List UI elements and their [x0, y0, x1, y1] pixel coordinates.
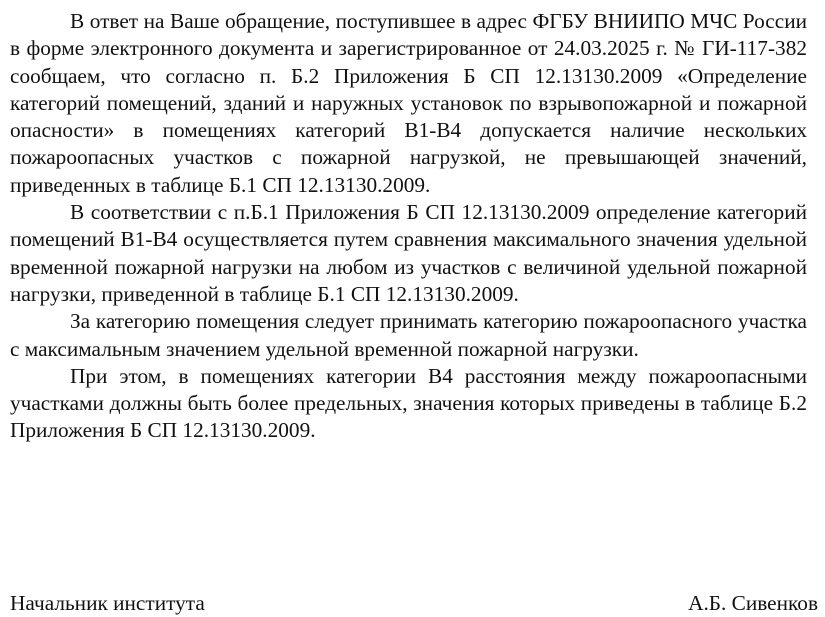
paragraph-category-rule: За категорию помещения следует принимать категорию пожароопасного участка с максимальным значением удельной временной пожарной нагрузки.	[10, 309, 807, 361]
signature-block	[10, 590, 818, 617]
paragraph-request-reply: В ответ на Ваше обращение, поступившее в адрес ФГБУ ВНИИПО МЧС России в форме электронного документа и зарегистрированное от 24.03.2025 г. № ГИ-117-382 сообщаем, что согласно п. Б.2 Приложения Б СП 12.13130.2009 «Определение категорий помещений, зданий и наружных установок по взрывопожарной и пожарной опасности» в помещениях категорий В1-В4 допускается наличие нескольких пожароопасных участков с пожарной нагрузкой, не превышающей значений, приведенных в таблице Б.1 СП 12.13130.2009.	[10, 9, 807, 197]
paragraph-v4-distances: При этом, в помещениях категории В4 расстояния между пожароопасными участками должны быть более предельных, значения которых приведены в таблице Б.2 Приложения Б СП 12.13130.2009.	[10, 363, 807, 443]
signatory-name: А.Б. Сивенков	[688, 591, 818, 615]
letter-body	[10, 8, 807, 445]
paragraph-category-determination: В соответствии с п.Б.1 Приложения Б СП 12.13130.2009 определение категорий помещений В1-В4 осуществляется путем сравнения максимального значения удельной временной пожарной нагрузки на любом из участков с величиной удельной пожарной нагрузки, приведенной в таблице Б.1 СП 12.13130.2009.	[10, 200, 807, 306]
signatory-position: Начальник института	[10, 591, 205, 615]
